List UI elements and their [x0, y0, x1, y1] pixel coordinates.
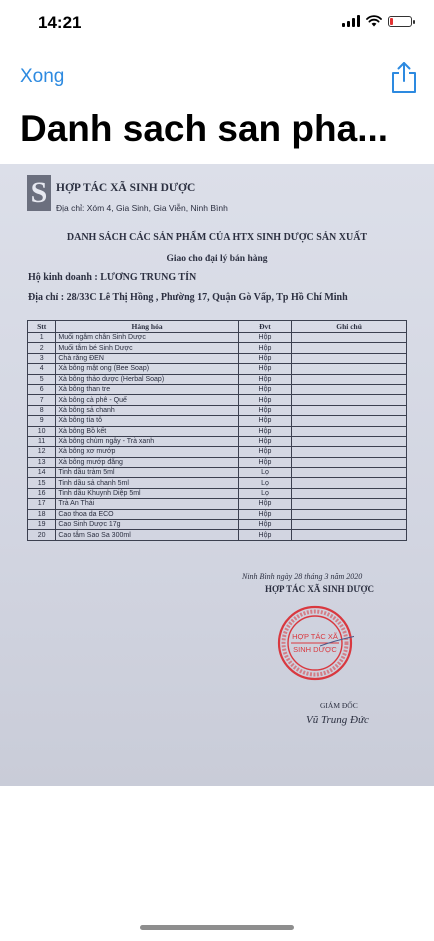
row-unit: Hộp	[238, 509, 291, 519]
row-note	[292, 488, 407, 498]
header-unit: Đvt	[238, 321, 291, 333]
row-unit: Hộp	[238, 395, 291, 405]
row-stt: 1	[28, 333, 56, 343]
row-note	[292, 333, 407, 343]
signer-name: Vũ Trung Đức	[306, 714, 369, 726]
product-table	[27, 320, 407, 541]
row-stt: 8	[28, 405, 56, 415]
row-unit: Hộp	[238, 333, 291, 343]
row-note	[292, 530, 407, 540]
row-note	[292, 426, 407, 436]
table-header-row	[28, 321, 407, 333]
row-unit: Hộp	[238, 384, 291, 394]
org-logo-icon: S	[27, 175, 51, 211]
status-time: 14:21	[38, 13, 82, 32]
row-product-name: Cao Sinh Dược 17g	[56, 520, 238, 530]
row-product-name: Xà bông cà phê - Quế	[56, 395, 238, 405]
sign-org: HỢP TÁC XÃ SINH DƯỢC	[265, 584, 375, 594]
list-heading: DANH SÁCH CÁC SẢN PHẨM CỦA HTX SINH DƯỢC SẢN XUẤT	[66, 232, 368, 243]
business-address: Địa chỉ : 28/33C Lê Thị Hồng , Phường 17, Quận Gò Vấp, Tp Hồ Chí Minh	[28, 292, 348, 303]
row-stt: 4	[28, 364, 56, 374]
row-product-name: Xà bông xơ mướp	[56, 447, 238, 457]
row-note	[292, 353, 407, 363]
row-product-name: Xà bông chùm ngây - Trà xanh	[56, 436, 238, 446]
row-stt: 2	[28, 343, 56, 353]
row-product-name: Xà bông mướp đắng	[56, 457, 238, 467]
wifi-icon	[366, 15, 382, 27]
row-product-name: Trà An Thái	[56, 499, 238, 509]
stamp-icon	[276, 604, 354, 682]
table-row	[28, 468, 407, 478]
row-stt: 10	[28, 426, 56, 436]
row-stt: 16	[28, 488, 56, 498]
row-stt: 7	[28, 395, 56, 405]
row-product-name: Xà bông tía tô	[56, 416, 238, 426]
table-row	[28, 405, 407, 415]
row-note	[292, 384, 407, 394]
table-row	[28, 457, 407, 467]
row-product-name: Muối tắm bé Sinh Dược	[56, 343, 238, 353]
row-unit: Hộp	[238, 499, 291, 509]
row-stt: 19	[28, 520, 56, 530]
row-product-name: Tinh dầu Khuynh Diệp 5ml	[56, 488, 238, 498]
table-body	[28, 333, 407, 541]
row-note	[292, 468, 407, 478]
table-row	[28, 343, 407, 353]
row-unit: Hộp	[238, 530, 291, 540]
table-row	[28, 530, 407, 540]
status-icons	[342, 15, 412, 27]
row-unit: Hộp	[238, 457, 291, 467]
row-product-name: Xà bông thảo dược (Herbal Soap)	[56, 374, 238, 384]
row-unit: Hộp	[238, 405, 291, 415]
table-row	[28, 447, 407, 457]
row-product-name: Xà bông sả chanh	[56, 405, 238, 415]
row-stt: 5	[28, 374, 56, 384]
row-note	[292, 478, 407, 488]
row-product-name: Muối ngâm chân Sinh Dược	[56, 333, 238, 343]
row-unit: Hộp	[238, 447, 291, 457]
row-unit: Hộp	[238, 436, 291, 446]
battery-level-fill	[390, 18, 393, 25]
table-row	[28, 509, 407, 519]
row-stt: 3	[28, 353, 56, 363]
table-row	[28, 364, 407, 374]
battery-icon	[388, 16, 412, 27]
org-address: Địa chỉ: Xóm 4, Gia Sinh, Gia Viễn, Ninh Bình	[56, 203, 228, 213]
row-unit: Hộp	[238, 520, 291, 530]
stamp-text-2: SINH DƯỢC	[293, 645, 337, 654]
row-note	[292, 499, 407, 509]
row-stt: 12	[28, 447, 56, 457]
row-unit: Hộp	[238, 374, 291, 384]
home-indicator[interactable]	[140, 925, 294, 930]
document-title: Danh sach san pha...	[20, 108, 389, 149]
signer-title: GIÁM ĐỐC	[320, 701, 358, 710]
header-note: Ghi chú	[292, 321, 407, 333]
share-icon[interactable]	[390, 60, 418, 94]
row-stt: 20	[28, 530, 56, 540]
done-button[interactable]: Xong	[20, 66, 65, 87]
row-stt: 14	[28, 468, 56, 478]
table-row	[28, 499, 407, 509]
table-row	[28, 333, 407, 343]
table-row	[28, 416, 407, 426]
row-stt: 13	[28, 457, 56, 467]
document-page[interactable]	[0, 164, 434, 786]
stamp-text-1: HỢP TÁC XÃ	[292, 632, 338, 641]
row-note	[292, 343, 407, 353]
table-row	[28, 436, 407, 446]
row-product-name: Xà bông Bồ kết	[56, 426, 238, 436]
row-note	[292, 395, 407, 405]
row-unit: Lọ	[238, 468, 291, 478]
header-stt: Stt	[28, 321, 56, 333]
status-bar	[0, 0, 434, 46]
row-product-name: Tinh dầu tràm 5ml	[56, 468, 238, 478]
row-stt: 11	[28, 436, 56, 446]
row-note	[292, 509, 407, 519]
table-row	[28, 478, 407, 488]
row-product-name: Xà bông than tre	[56, 384, 238, 394]
row-note	[292, 405, 407, 415]
row-product-name: Cao thoa da ECO	[56, 509, 238, 519]
cellular-signal-icon	[342, 15, 360, 27]
row-note	[292, 374, 407, 384]
row-unit: Hộp	[238, 343, 291, 353]
row-stt: 17	[28, 499, 56, 509]
row-unit: Lọ	[238, 488, 291, 498]
list-subheading: Giao cho đại lý bán hàng	[166, 254, 268, 264]
table-row	[28, 520, 407, 530]
business-name: Hộ kinh doanh : LƯƠNG TRUNG TÍN	[28, 272, 197, 283]
table-row	[28, 488, 407, 498]
row-stt: 15	[28, 478, 56, 488]
row-product-name: Chà răng ĐEN	[56, 353, 238, 363]
table-row	[28, 374, 407, 384]
row-product-name: Cao tắm Sao Sa 300ml	[56, 530, 238, 540]
row-unit: Hộp	[238, 416, 291, 426]
row-unit: Hộp	[238, 353, 291, 363]
table-row	[28, 384, 407, 394]
row-stt: 18	[28, 509, 56, 519]
row-note	[292, 447, 407, 457]
row-note	[292, 364, 407, 374]
row-note	[292, 436, 407, 446]
org-name: HỢP TÁC XÃ SINH DƯỢC	[56, 182, 196, 194]
table-row	[28, 395, 407, 405]
row-product-name: Tinh dầu sả chanh 5ml	[56, 478, 238, 488]
row-stt: 9	[28, 416, 56, 426]
row-stt: 6	[28, 384, 56, 394]
row-unit: Hộp	[238, 364, 291, 374]
sign-date: Ninh Bình ngày 28 tháng 3 năm 2020	[242, 572, 363, 581]
nav-bar	[0, 52, 434, 102]
row-unit: Lọ	[238, 478, 291, 488]
row-note	[292, 520, 407, 530]
header-product: Hàng hóa	[56, 321, 238, 333]
table-row	[28, 426, 407, 436]
row-product-name: Xà bông mật ong (Bee Soap)	[56, 364, 238, 374]
row-note	[292, 416, 407, 426]
row-note	[292, 457, 407, 467]
table-row	[28, 353, 407, 363]
row-unit: Hộp	[238, 426, 291, 436]
